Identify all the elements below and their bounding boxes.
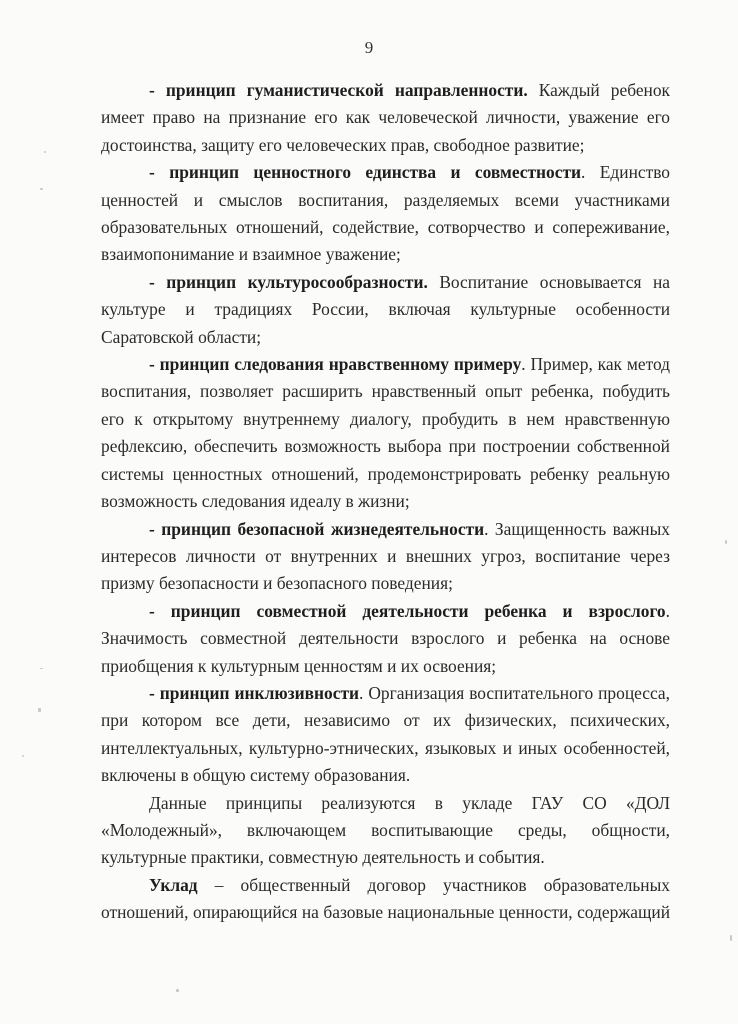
- principle-text: . Значимость совместной деятельности взрослого и ребенка на основе приобщения к культурным ценностям и их освоения;: [101, 600, 670, 676]
- paragraph-text: – общественный договор участников образовательных отношений, опирающийся на базовые национальные ценности, содержащий: [101, 874, 670, 923]
- scan-speck: [44, 151, 46, 153]
- principle-text: . Пример, как метод воспитания, позволяет расширить нравственный опыт ребенка, побудить его к открытому внутреннему диалогу, пробудить в нем нравственную рефлексию, обеспечить возможность выбора при построении собственной системы ценностных отношений, продемонстрировать ребенку реальную возможность следования идеалу в жизни;: [101, 354, 670, 512]
- scan-speck: [730, 935, 732, 941]
- scan-speck: [38, 708, 41, 712]
- principle-title: - принцип следования нравственному примеру: [149, 354, 522, 375]
- term-uklad: Уклад: [149, 874, 198, 895]
- principle-title: - принцип инклюзивности: [149, 682, 360, 703]
- principle-humanistic: [101, 77, 670, 159]
- scan-speck: [40, 188, 43, 190]
- principle-title: - принцип совместной деятельности ребенка и взрослого: [149, 600, 666, 621]
- principle-safe-life: [101, 516, 670, 598]
- principle-moral-example: [101, 351, 670, 515]
- principle-joint-activity: [101, 598, 670, 680]
- paragraph-text: Данные принципы реализуются в укладе ГАУ СО «ДОЛ «Молодежный», включающем воспитывающие среды, общности, культурные практики, совместную деятельность и события.: [101, 792, 670, 868]
- document-body: [101, 77, 670, 927]
- principle-text: . Защищенность важных интересов личности от внутренних и внешних угроз, воспитание через призму безопасности и безопасного поведения;: [101, 518, 670, 594]
- principle-text: . Единство ценностей и смыслов воспитания, разделяемых всеми участниками образовательных отношений, содействие, сотворчество и сопереживание, взаимопонимание и взаимное уважение;: [101, 162, 670, 265]
- principle-title: - принцип гуманистической направленности.: [149, 80, 528, 100]
- principle-title: - принцип культуросообразности.: [149, 271, 428, 292]
- scan-speck: [40, 668, 43, 669]
- page-number: 9: [364, 38, 374, 57]
- scan-speck: [725, 540, 727, 544]
- scan-speck: [22, 755, 24, 757]
- principle-text: Каждый ребенок имеет право на признание его как человеческой личности, уважение его достоинства, защиту его человеческих прав, свободное развитие;: [101, 80, 670, 155]
- principles-implementation: [101, 790, 670, 872]
- principle-text: Воспитание основывается на культуре и традициях России, включая культурные особенности Саратовской области;: [101, 271, 670, 347]
- principle-cultural-conformity: [101, 269, 670, 351]
- principle-title: - принцип ценностного единства и совместности: [149, 162, 582, 183]
- scan-speck: [176, 989, 179, 992]
- principle-inclusivity: [101, 680, 670, 790]
- uklad-definition: [101, 872, 670, 927]
- principle-text: . Организация воспитательного процесса, при котором все дети, независимо от их физических, психических, интеллектуальных, культурно-этнических, языковых и иных особенностей, включены в общую систему образования.: [101, 682, 670, 786]
- principle-value-unity: [101, 159, 670, 269]
- principle-title: - принцип безопасной жизнедеятельности: [149, 518, 485, 539]
